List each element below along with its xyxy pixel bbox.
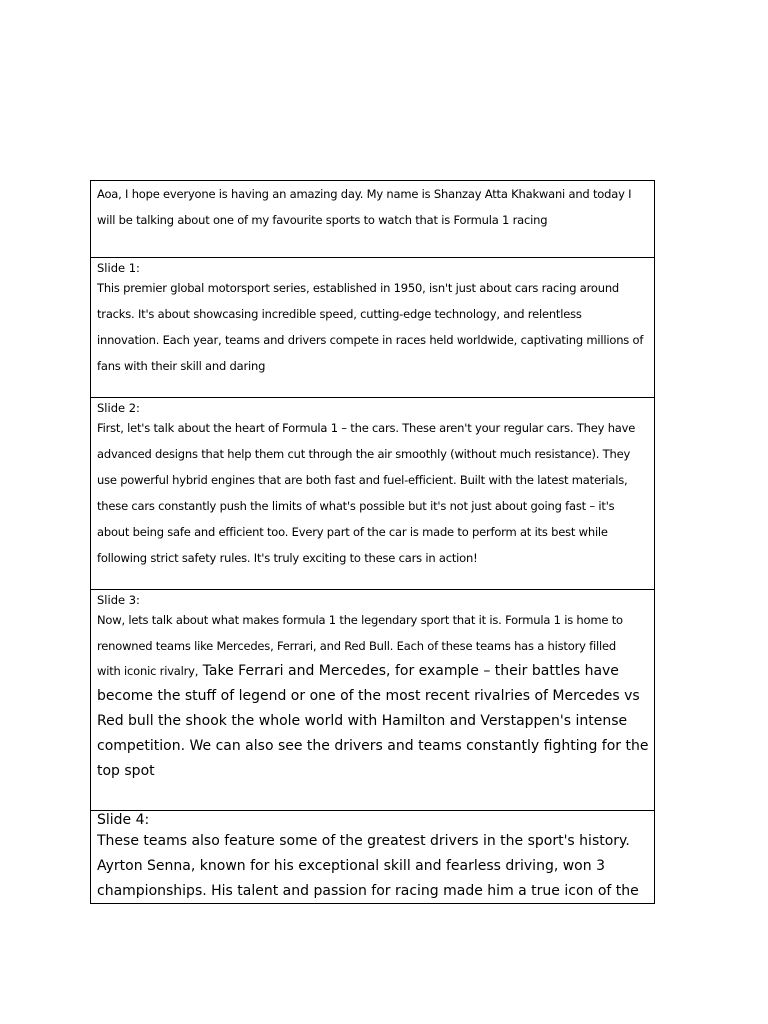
slide4-paragraph: [97, 829, 648, 903]
slide4-content: [97, 811, 648, 903]
intro-row: [91, 181, 655, 258]
slide3-line: renowned teams like Mercedes, Ferrari, and Red Bull. Each of these teams has a history filled: [97, 639, 616, 653]
slide3-mixed-small: with iconic rivalry,: [97, 664, 199, 678]
slide4-line: Ayrton Senna, known for his exceptional skill and fearless driving, won 3: [97, 858, 605, 874]
slide1-cell: [91, 258, 655, 398]
slide2-row: [91, 398, 655, 590]
slide3-mixed-big: Take Ferrari and Mercedes, for example – their battles have: [198, 663, 619, 679]
slide3-big-paragraph: [97, 684, 648, 784]
slide3-big-line: become the stuff of legend or one of the most recent rivalries of Mercedes vs: [97, 688, 640, 704]
slide3-line: Now, lets talk about what makes formula 1 the legendary sport that it is. Formula 1 is home to: [97, 613, 623, 627]
intro-paragraph: [97, 181, 648, 233]
slide3-mixed-line: [97, 659, 648, 684]
slide3-label: Slide 3:: [97, 593, 140, 607]
slide4-cell: [91, 811, 655, 904]
slide2-label: Slide 2:: [97, 401, 140, 415]
script-table: [90, 180, 655, 904]
intro-cell: [91, 181, 655, 258]
slide4-line: championships. His talent and passion for racing made him a true icon of the: [97, 883, 639, 899]
slide4-row: [91, 811, 655, 904]
slide1-paragraph: [97, 275, 648, 379]
slide2-line: advanced designs that help them cut through the air smoothly (without much resistance). They: [97, 447, 631, 461]
slide1-label: Slide 1:: [97, 261, 140, 275]
intro-line: Aoa, I hope everyone is having an amazing day. My name is Shanzay Atta Khakwani and today I: [97, 187, 632, 201]
slide3-row: [91, 590, 655, 811]
slide2-cell: [91, 398, 655, 590]
slide3-small-paragraph: [97, 607, 648, 659]
slide1-line: This premier global motorsport series, established in 1950, isn't just about cars racing around: [97, 281, 620, 295]
slide3-big-line: top spot: [97, 763, 155, 779]
slide2-line: use powerful hybrid engines that are both fast and fuel-efficient. Built with the latest materials,: [97, 473, 628, 487]
slide2-line: following strict safety rules. It's truly exciting to these cars in action!: [97, 551, 478, 565]
slide3-big-line: competition. We can also see the drivers and teams constantly fighting for the: [97, 738, 649, 754]
slide2-paragraph: [97, 415, 648, 571]
slide1-row: [91, 258, 655, 398]
slide3-cell: [91, 590, 655, 811]
slide2-line: First, let's talk about the heart of Formula 1 – the cars. These aren't your regular cars. They have: [97, 421, 636, 435]
slide2-line: about being safe and efficient too. Every part of the car is made to perform at its best while: [97, 525, 608, 539]
slide4-line: These teams also feature some of the greatest drivers in the sport's history.: [97, 833, 630, 849]
slide1-line: innovation. Each year, teams and drivers compete in races held worldwide, captivating millions of: [97, 333, 644, 347]
slide1-line: fans with their skill and daring: [97, 359, 266, 373]
slide4-label: Slide 4:: [97, 812, 150, 828]
slide2-line: these cars constantly push the limits of what's possible but it's not just about going fast – it's: [97, 499, 615, 513]
intro-line: will be talking about one of my favourite sports to watch that is Formula 1 racing: [97, 213, 548, 227]
slide3-big-line: Red bull the shook the whole world with Hamilton and Verstappen's intense: [97, 713, 628, 729]
slide1-line: tracks. It's about showcasing incredible speed, cutting-edge technology, and relentless: [97, 307, 582, 321]
